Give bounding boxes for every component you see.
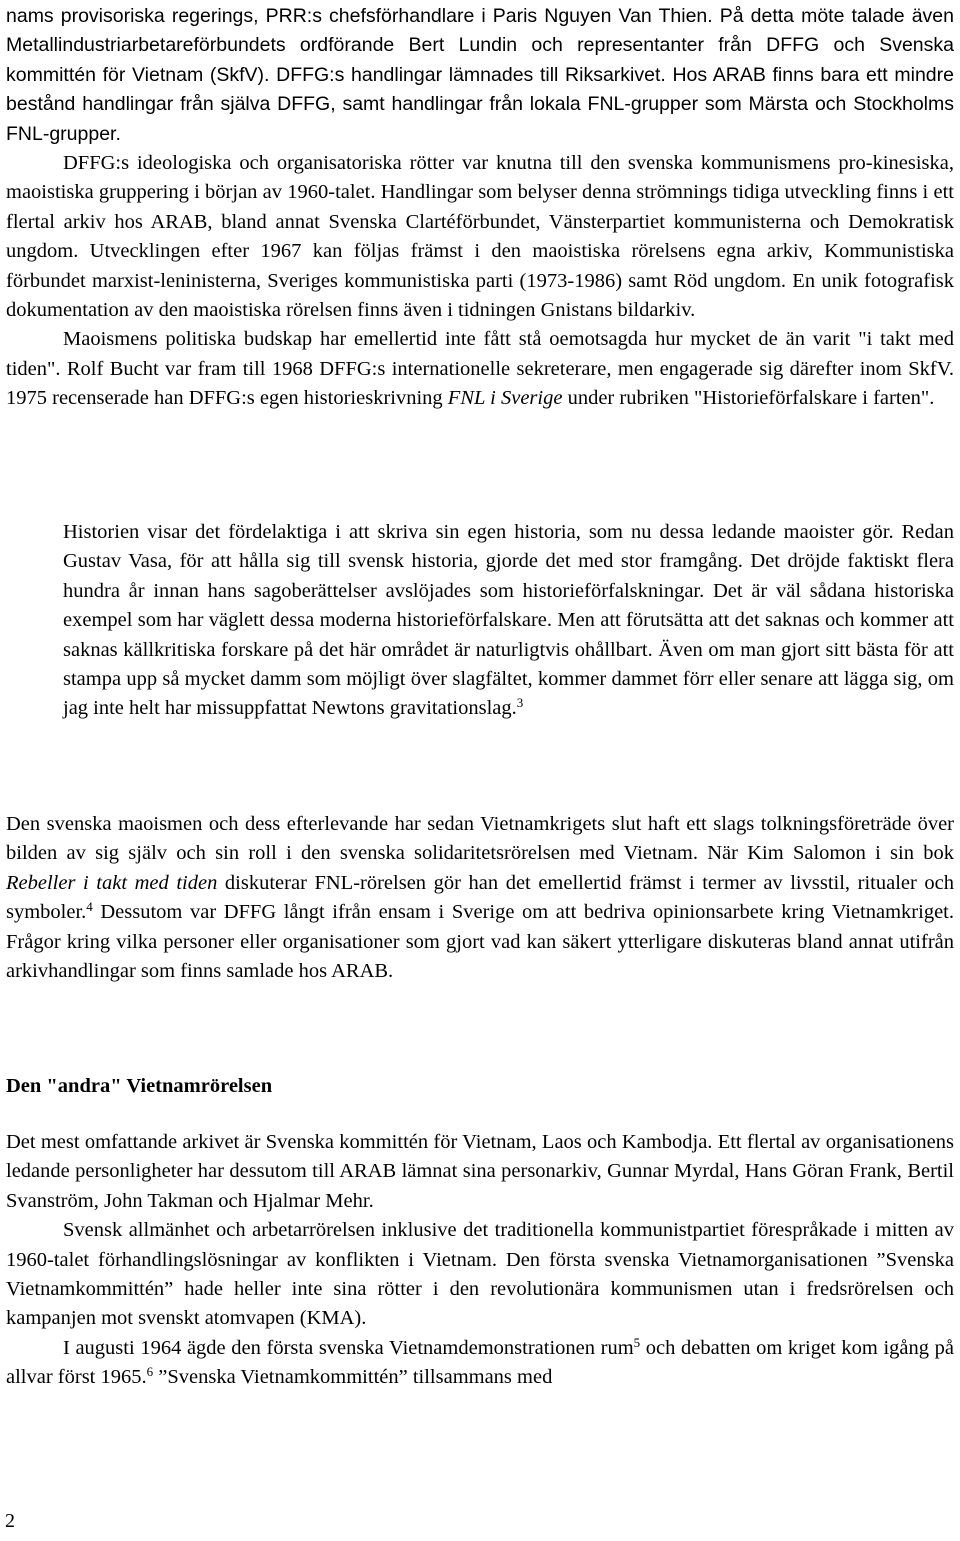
text-run: diskuterar FNL-rörelsen gör han det emellertid främst i termer av livsstil, ritualer och symboler. (6, 871, 954, 924)
text-block-section (6, 1128, 954, 1393)
quote-text (63, 518, 954, 724)
text-run: Maoismens politiska budskap har emellertid inte fått stå oemotsagda hur mycket de än varit "i takt med tiden". Rolf Bucht var fram till 1968 DFFG:s internationelle sekreterare, men engagerade sig därefter inom SkfV. 1975 recenserade han DFFG:s egen historieskrivning (6, 328, 954, 410)
text-run: I augusti 1964 ägde den första svenska Vietnamdemonstrationen rum (63, 1336, 634, 1359)
footnote-ref-5: 5 (633, 1334, 641, 1350)
paragraph-dffg-archive: nams provisoriska regerings, PRR:s chefsförhandlare i Paris Nguyen Van Thien. På detta möte talade även Metallindustriarbetareförbundets ordförande Bert Lundin och representanter från DFFG och Svenska kommittén för Vietnam (SkfV). DFFG:s handlingar lämnades till Riksarkivet. Hos ARAB finns bara ett mindre bestånd handlingar från själva DFFG, samt handlingar från lokala FNL-grupper som Märsta och Stockholms FNL-grupper. (6, 5, 954, 145)
footnote-ref-3: 3 (516, 695, 524, 711)
section-heading: Den "andra" Vietnamrörelsen (6, 1075, 273, 1097)
book-title-rebeller: Rebeller i takt med tiden (6, 871, 218, 894)
block-quote (63, 518, 954, 724)
paragraph-first-demonstration (6, 1334, 954, 1393)
quote-body: Historien visar det fördelaktiga i att skriva sin egen historia, som nu dessa ledande maoister gör. Redan Gustav Vasa, för att hålla sig till svensk historia, gjorde det med stor framgång. Det dröjde faktiskt flera hundra år innan hans sagoberättelser avslöjades som historieförfalskningar. Det är väl sådana historiska exempel som har väglett dessa moderna historieförfalskare. Men att förutsätta att det saknas och kommer att saknas källkritiska forskare på det här området är naturligtvis ohållbart. Även om man gjort sitt bästa för att stampa upp så mycket damm som möjligt över slagfältet, kommer dammet förr eller senare att lägga sig, om jag inte helt har missuppfattat Newtons gravitationslag. (63, 521, 954, 720)
text-run: under rubriken "Historieförfalskare i farten". (562, 387, 935, 410)
text-block-maoism-legacy (6, 810, 954, 986)
footnote-ref-6: 6 (146, 1364, 154, 1380)
page-number: 2 (5, 1510, 15, 1532)
paragraph-committee-archive: Det mest omfattande arkivet är Svenska kommittén för Vietnam, Laos och Kambodja. Ett flertal av organisationens ledande personligheter har dessutom till ARAB lämnat sina personarkiv, Gunnar Myrdal, Hans Göran Frank, Bertil Svanström, John Takman och Hjalmar Mehr. (6, 1131, 954, 1212)
book-title-fnl-i-sverige: FNL i Sverige (447, 387, 563, 410)
text-run: Den svenska maoismen och dess efterlevande har sedan Vietnamkrigets slut haft ett slags tolkningsföreträde över bilden av sig själv och sin roll i den svenska solidaritetsrörelsen med Vietnam. När Kim Salomon i sin bok (6, 813, 954, 865)
paragraph-public-opinion: Svensk allmänhet och arbetarrörelsen inklusive det traditionella kommunistpartiet förespråkade i mitten av 1960-talet förhandlingslösningar av konflikten i Vietnam. Den första svenska Vietnamorganisationen ”Svenska Vietnamkommittén” hade heller inte sina rötter i den revolutionära kommunismen utan i fredsrörelsen och kampanjen mot svenskt atomvapen (KMA). (6, 1219, 954, 1330)
paragraph-maoism-critique (6, 325, 954, 413)
text-block-top (6, 2, 954, 414)
footnote-ref-4: 4 (86, 899, 93, 915)
text-run: ”Svenska Vietnamkommittén” tillsammans med (153, 1366, 553, 1389)
paragraph-interpretation (6, 810, 954, 986)
paragraph-ideological-roots: DFFG:s ideologiska och organisatoriska rötter var knutna till den svenska kommunismens pro-kinesiska, maoistiska gruppering i början av 1960-talet. Handlingar som belyser denna strömnings tidiga utveckling finns i ett flertal arkiv hos ARAB, bland annat Svenska Clartéförbundet, Vänsterpartiet kommunisterna och Demokratisk ungdom. Utvecklingen efter 1967 kan följas främst i den maoistiska rörelsens egna arkiv, Kommunistiska förbundet marxist-leninisterna, Sveriges kommunistiska parti (1973-1986) samt Röd ungdom. En unik fotografisk dokumentation av den maoistiska rörelsen finns även i tidningen Gnistans bildarkiv. (6, 152, 954, 322)
text-run: Dessutom var DFFG långt ifrån ensam i Sverige om att bedriva opinionsarbete kring Vietnamkriget. Frågor kring vilka personer eller organisationer som gjort vad kan säkert ytterligare diskuteras bland annat utifrån arkivhandlingar som finns samlade hos ARAB. (6, 901, 954, 983)
text-run: och debatten om kriget kom igång på allvar först 1965. (6, 1336, 954, 1389)
